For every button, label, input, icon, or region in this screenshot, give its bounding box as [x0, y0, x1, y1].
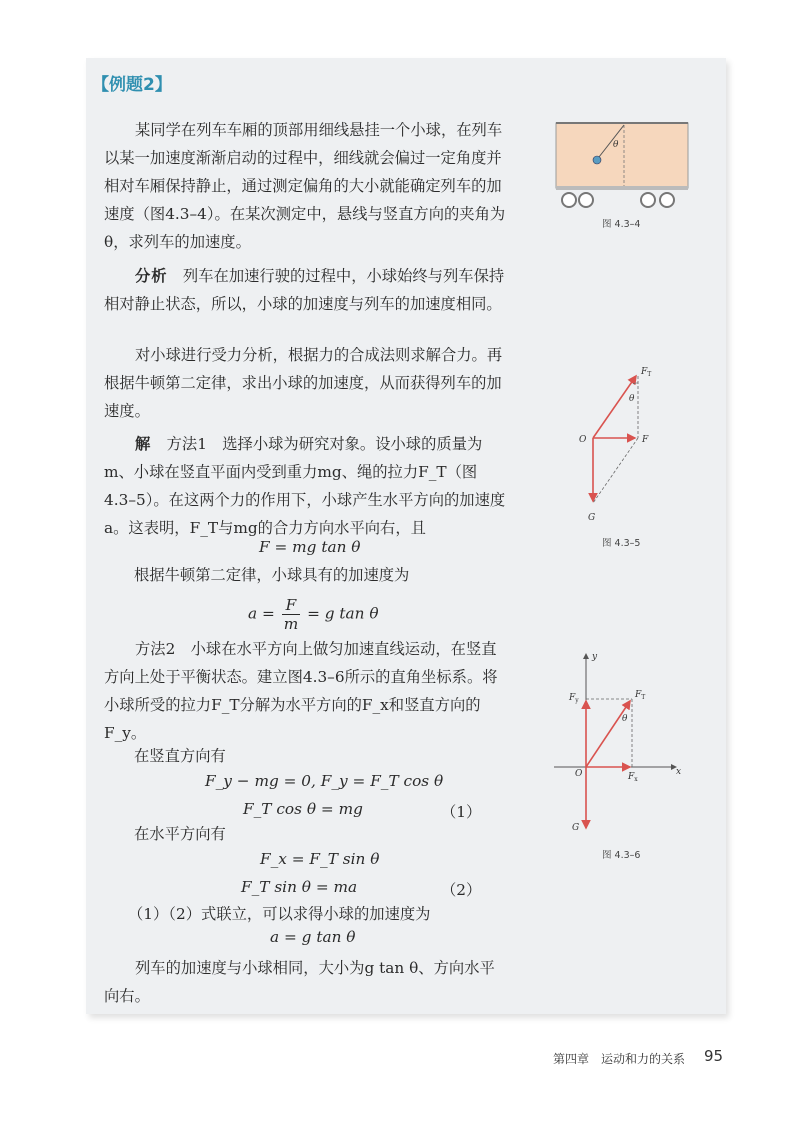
equation-v2: F_T cos θ = mg	[243, 800, 363, 818]
analysis-label: 分析	[135, 267, 168, 285]
tension-arrow	[586, 701, 630, 767]
eq-a-lhs: a =	[248, 604, 275, 623]
wheels	[562, 193, 674, 207]
analysis-text-1: 列车在加速行驶的过程中，小球始终与列车保持相对静止状态，所以，小球的加速度与列车的加速度相同。	[104, 267, 505, 313]
fig2-theta: θ	[629, 394, 635, 404]
wheel-icon	[579, 193, 593, 207]
fig3-x-label: x	[676, 767, 682, 777]
equation-number-1: （1）	[441, 803, 482, 821]
equation-h2: F_T sin θ = ma	[241, 878, 358, 896]
vertical-label: 在竖直方向有	[134, 747, 226, 765]
eq-a-numerator: F	[282, 596, 301, 615]
figure-train-car	[552, 120, 692, 215]
figure-coordinate-decomposition	[552, 648, 687, 838]
fig3-O-label: O	[575, 769, 583, 779]
problem-text: 某同学在列车车厢的顶部用细线悬挂一个小球，在列车以某一加速度渐渐启动的过程中，细线就会偏过一定角度并相对车厢保持静止，通过测定偏角的大小就能确定列车的加速度（图4.3–4）。在某次测定中，悬线与竖直方向的夹角为θ，求列车的加速度。	[104, 121, 506, 251]
fig2-O-label: O	[579, 435, 587, 445]
solution-label: 解	[135, 435, 152, 453]
fig2-caption: 图 4.3–5	[602, 538, 641, 549]
fig3-FT-label: $F_T$	[635, 690, 646, 701]
fig2-FT-label: $F_T$	[641, 367, 652, 378]
fig1-caption: 图 4.3–4	[602, 219, 641, 230]
fig3-Fx-label: $F_x$	[628, 772, 638, 783]
tension-arrow	[593, 376, 636, 438]
wheel-icon	[562, 193, 576, 207]
method1-text: 方法1 选择小球为研究对象。设小球的质量为m、小球在竖直平面内受到重力mg、绳的拉力F_T（图4.3–5）。在这两个力的作用下，小球产生水平方向的加速度a。这表明，F_T与mg的合力方向水平向右，且	[104, 435, 506, 537]
fig3-G-label: G	[572, 823, 580, 833]
equation-number-2: （2）	[441, 881, 482, 899]
parallelogram-dashed	[593, 438, 638, 503]
page-number: 95	[704, 1047, 724, 1065]
fig1-theta: θ	[613, 140, 619, 150]
equation-a	[248, 596, 379, 633]
fig3-y-label: y	[592, 652, 598, 662]
method2-text: 方法2 小球在水平方向上做匀加速直线运动，在竖直方向上处于平衡状态。建立图4.3–6所示的直角坐标系。将小球所受的拉力F_T分解为水平方向的F_x和竖直方向的F_y。	[104, 640, 498, 742]
wheel-icon	[660, 193, 674, 207]
equation-F: F = mg tan θ	[259, 538, 361, 556]
analysis-paragraph	[104, 262, 508, 318]
fig3-caption: 图 4.3–6	[602, 850, 641, 861]
equation-final: a = g tan θ	[270, 928, 356, 946]
horizontal-label: 在水平方向有	[134, 825, 226, 843]
fig2-G-label: G	[588, 513, 596, 523]
analysis-text-2: 对小球进行受力分析，根据力的合成法则求解合力。再根据牛顿第二定律，求出小球的加速度，从而获得列车的加速度。	[104, 346, 503, 420]
conclusion-text: 列车的加速度与小球相同，大小为g tan θ、方向水平向右。	[104, 959, 495, 1005]
fig3-Fy-label: $F_y$	[569, 693, 579, 704]
car-chassis	[556, 186, 688, 190]
ball-icon	[593, 156, 601, 164]
solution-method1	[104, 430, 508, 542]
chapter-footer: 第四章 运动和力的关系	[553, 1052, 686, 1066]
car-body	[556, 123, 688, 188]
example-label: 【例题2】	[92, 75, 172, 95]
wheel-icon	[641, 193, 655, 207]
eq-a-fraction	[282, 596, 301, 633]
combine-text: （1）（2）式联立，可以求得小球的加速度为	[128, 905, 431, 923]
figure-force-diagram	[575, 362, 665, 527]
eq-a-denominator: m	[283, 615, 299, 633]
fig3-theta: θ	[622, 714, 628, 724]
fig2-F-label: F	[642, 435, 649, 445]
equation-h1: F_x = F_T sin θ	[260, 850, 380, 868]
eq-a-rhs: = g tan θ	[307, 604, 379, 623]
newton-line: 根据牛顿第二定律，小球具有的加速度为	[134, 566, 410, 584]
theta-arc	[633, 383, 638, 384]
equation-v1: F_y − mg = 0, F_y = F_T cos θ	[205, 772, 444, 790]
